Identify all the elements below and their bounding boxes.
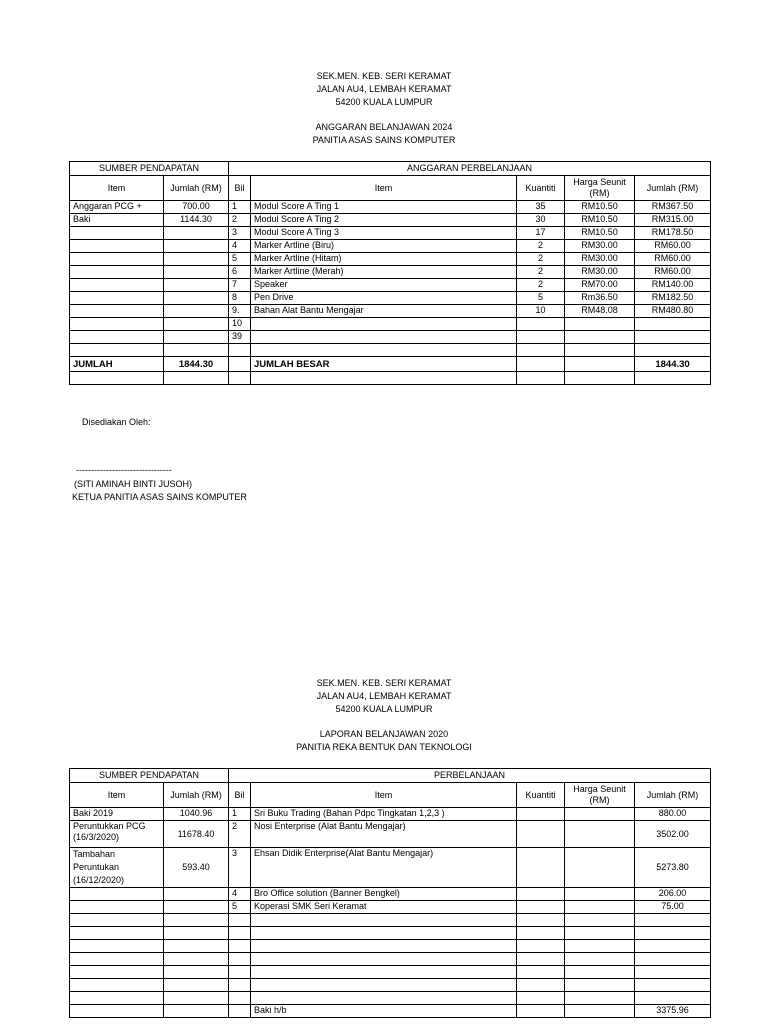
row-qty — [517, 331, 565, 344]
doc2-income-header: SUMBER PENDAPATAN — [70, 769, 229, 783]
row-bil: 1 — [229, 201, 251, 214]
row-price: RM30.00 — [565, 266, 635, 279]
row-bil: 39 — [229, 331, 251, 344]
row-qty: 35 — [517, 201, 565, 214]
row-bil: 3 — [229, 227, 251, 240]
doc1-address-line1: JALAN AU4, LEMBAH KERAMAT — [316, 84, 452, 94]
row-item: Ehsan Didik Enterprise(Alat Bantu Mengajar) — [251, 848, 517, 888]
doc2-header — [0, 677, 768, 754]
table-row — [70, 888, 711, 901]
row-item: Modul Score A Ting 2 — [251, 214, 517, 227]
table-row — [70, 914, 711, 927]
doc1-col-bil: Bil — [229, 176, 251, 201]
row-item: Marker Artline (Hitam) — [251, 253, 517, 266]
prepared-by-label: Disediakan Oleh: — [82, 417, 151, 427]
row-total: 5273.80 — [635, 848, 711, 888]
baki-label: Baki h/b — [251, 1005, 517, 1018]
income-amount: 1144.30 — [164, 214, 229, 227]
row-total — [635, 331, 711, 344]
doc2-section-header-row — [70, 769, 711, 783]
table-row — [70, 240, 711, 253]
row-bil: 1 — [229, 808, 251, 821]
row-item: Modul Score A Ting 1 — [251, 201, 517, 214]
row-bil: 2 — [229, 821, 251, 848]
row-item: Bro Office solution (Banner Bengkel) — [251, 888, 517, 901]
row-bil: 9. — [229, 305, 251, 318]
doc2-address-line2: 54200 KUALA LUMPUR — [335, 704, 433, 714]
row-total: RM480.80 — [635, 305, 711, 318]
row-bil: 2 — [229, 214, 251, 227]
table-row — [70, 318, 711, 331]
income-amount: 700.00 — [164, 201, 229, 214]
doc1-col-item2: Item — [251, 176, 517, 201]
row-total: RM367.50 — [635, 201, 711, 214]
row-bil: 4 — [229, 240, 251, 253]
doc2-col-jumlah2: Jumlah (RM) — [635, 783, 711, 808]
table-row — [70, 201, 711, 214]
table-row — [70, 344, 711, 357]
row-total: RM60.00 — [635, 253, 711, 266]
table-row — [70, 214, 711, 227]
row-price: RM70.00 — [565, 279, 635, 292]
table-row — [70, 848, 711, 888]
row-item: Speaker — [251, 279, 517, 292]
doc2-col-item2: Item — [251, 783, 517, 808]
doc1-title: ANGGARAN BELANJAWAN 2024 — [315, 122, 453, 132]
doc2-budget-table — [69, 768, 711, 1018]
row-qty: 17 — [517, 227, 565, 240]
doc1-column-header-row — [70, 176, 711, 201]
row-price — [565, 331, 635, 344]
table-row — [70, 927, 711, 940]
doc1-header — [0, 70, 768, 147]
table-row — [70, 331, 711, 344]
row-price: RM10.50 — [565, 214, 635, 227]
jumlah-besar-value: 1844.30 — [635, 357, 711, 372]
row-qty: 2 — [517, 279, 565, 292]
signer-role: KETUA PANITIA ASAS SAINS KOMPUTER — [72, 492, 247, 502]
row-total: RM60.00 — [635, 266, 711, 279]
doc1-col-kuantiti: Kuantiti — [517, 176, 565, 201]
table-row — [70, 227, 711, 240]
income-item: Tambahan Peruntukan (16/12/2020) — [70, 848, 164, 888]
doc2-col-kuantiti: Kuantiti — [517, 783, 565, 808]
row-bil: 8 — [229, 292, 251, 305]
table-row — [70, 372, 711, 385]
row-total: RM140.00 — [635, 279, 711, 292]
row-bil: 4 — [229, 888, 251, 901]
table-row — [70, 953, 711, 966]
row-price — [565, 318, 635, 331]
row-total — [635, 318, 711, 331]
row-price: Rm36.50 — [565, 292, 635, 305]
doc1-col-jumlah2: Jumlah (RM) — [635, 176, 711, 201]
row-total: RM178.50 — [635, 227, 711, 240]
doc2-expense-header: PERBELANJAAN — [229, 769, 711, 783]
signer-name: (SITI AMINAH BINTI JUSOH) — [74, 479, 193, 489]
row-item: Marker Artline (Merah) — [251, 266, 517, 279]
row-bil: 5 — [229, 901, 251, 914]
row-bil: 7 — [229, 279, 251, 292]
doc2-title: LAPORAN BELANJAWAN 2020 — [319, 729, 449, 739]
doc1-col-jumlah: Jumlah (RM) — [164, 176, 229, 201]
row-total: RM315.00 — [635, 214, 711, 227]
doc1-school-name: SEK.MEN. KEB. SERI KERAMAT — [316, 71, 452, 81]
row-total: 3502.00 — [635, 821, 711, 848]
row-price: RM30.00 — [565, 240, 635, 253]
income-item: Baki — [70, 214, 164, 227]
row-item: Pen Drive — [251, 292, 517, 305]
doc1-address-line2: 54200 KUALA LUMPUR — [335, 97, 433, 107]
row-bil: 3 — [229, 848, 251, 888]
doc2-col-bil: Bil — [229, 783, 251, 808]
row-total: 206.00 — [635, 888, 711, 901]
row-qty: 2 — [517, 240, 565, 253]
income-amount: 11678.40 — [164, 821, 229, 848]
table-row — [70, 808, 711, 821]
table-row — [70, 292, 711, 305]
row-item: Sri Buku Trading (Bahan Pdpc Tingkatan 1,2,3 ) — [251, 808, 517, 821]
row-item: Nosi Enterprise (Alat Bantu Mengajar) — [251, 821, 517, 848]
row-bil: 6 — [229, 266, 251, 279]
table-row — [70, 979, 711, 992]
doc2-col-item: Item — [70, 783, 164, 808]
row-price: RM10.50 — [565, 227, 635, 240]
row-price: RM48.08 — [565, 305, 635, 318]
doc1-expense-header: ANGGARAN PERBELANJAAN — [229, 162, 711, 176]
row-item: Bahan Alat Bantu Mengajar — [251, 305, 517, 318]
row-qty: 2 — [517, 253, 565, 266]
row-total: 880.00 — [635, 808, 711, 821]
doc1-budget-table — [69, 161, 711, 385]
baki-value: 3375.96 — [635, 1005, 711, 1018]
row-total: RM182.50 — [635, 292, 711, 305]
table-row — [70, 279, 711, 292]
signature-line: -------------------------------- — [76, 465, 172, 475]
jumlah-besar-label: JUMLAH BESAR — [251, 357, 517, 372]
table-row — [70, 940, 711, 953]
row-qty: 2 — [517, 266, 565, 279]
table-row — [70, 253, 711, 266]
doc2-baki-row — [70, 1005, 711, 1018]
row-price: RM30.00 — [565, 253, 635, 266]
row-item — [251, 331, 517, 344]
table-row — [70, 821, 711, 848]
income-amount: 1040.96 — [164, 808, 229, 821]
table-row — [70, 901, 711, 914]
doc1-subtitle: PANITIA ASAS SAINS KOMPUTER — [312, 135, 456, 145]
table-row — [70, 966, 711, 979]
table-row — [70, 992, 711, 1005]
doc1-col-harga: Harga Seunit (RM) — [565, 176, 635, 201]
income-amount: 593.40 — [164, 848, 229, 888]
table-row — [70, 266, 711, 279]
row-qty — [517, 318, 565, 331]
row-bil: 10 — [229, 318, 251, 331]
row-qty: 10 — [517, 305, 565, 318]
row-item — [251, 318, 517, 331]
doc2-address-line1: JALAN AU4, LEMBAH KERAMAT — [316, 691, 452, 701]
row-price: RM10.50 — [565, 201, 635, 214]
row-item: Koperasi SMK Seri Keramat — [251, 901, 517, 914]
row-item: Modul Score A Ting 3 — [251, 227, 517, 240]
income-item: Baki 2019 — [70, 808, 164, 821]
row-item: Marker Artline (Biru) — [251, 240, 517, 253]
doc2-column-header-row — [70, 783, 711, 808]
doc1-section-header-row — [70, 162, 711, 176]
row-bil: 5 — [229, 253, 251, 266]
doc1-income-header: SUMBER PENDAPATAN — [70, 162, 229, 176]
income-item: Anggaran PCG + — [70, 201, 164, 214]
doc2-school-name: SEK.MEN. KEB. SERI KERAMAT — [316, 678, 452, 688]
jumlah-value: 1844.30 — [164, 357, 229, 372]
row-total: 75.00 — [635, 901, 711, 914]
jumlah-label: JUMLAH — [70, 357, 164, 372]
doc1-total-row — [70, 357, 711, 372]
income-item: Peruntukkan PCG (16/3/2020) — [70, 821, 164, 848]
doc2-col-jumlah: Jumlah (RM) — [164, 783, 229, 808]
doc2-subtitle: PANITIA REKA BENTUK DAN TEKNOLOGI — [296, 742, 472, 752]
doc2-col-harga: Harga Seunit (RM) — [565, 783, 635, 808]
row-qty: 30 — [517, 214, 565, 227]
table-row — [70, 305, 711, 318]
row-qty: 5 — [517, 292, 565, 305]
row-total: RM60.00 — [635, 240, 711, 253]
doc1-col-item: Item — [70, 176, 164, 201]
